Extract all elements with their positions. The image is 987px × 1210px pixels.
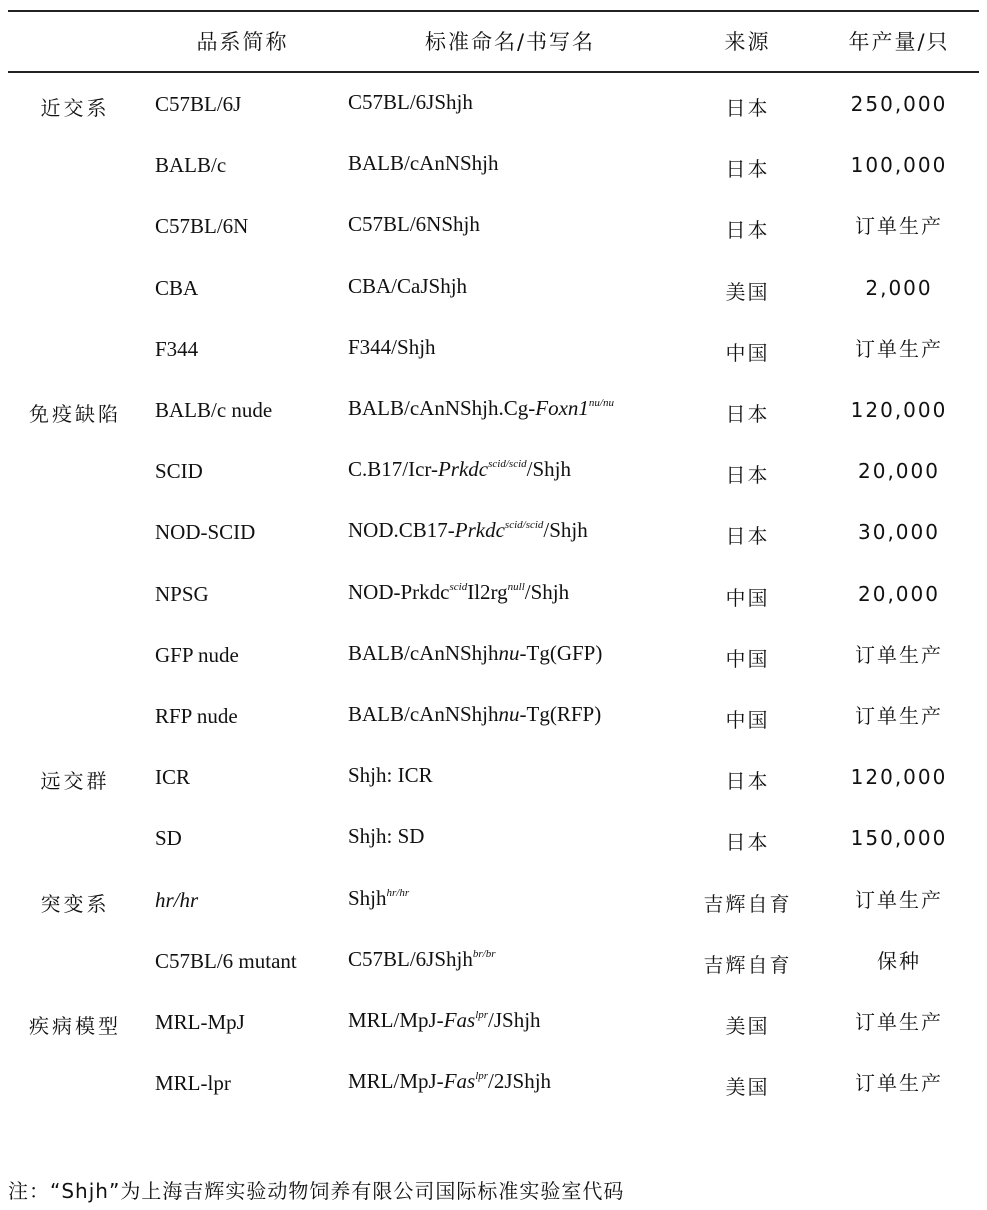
row-category bbox=[10, 950, 140, 980]
std-allele-sup: hr/hr bbox=[386, 886, 410, 899]
std-suffix: /Shjh bbox=[524, 579, 570, 604]
header-annual-output: 年产量/只 bbox=[848, 30, 950, 54]
row-standard-name bbox=[348, 760, 433, 790]
row-standard-name bbox=[348, 944, 496, 974]
row-standard-name bbox=[348, 821, 424, 851]
std-gene-italic: Fas bbox=[443, 1008, 476, 1032]
table-row bbox=[0, 946, 987, 1007]
row-source: 日本 bbox=[725, 524, 770, 549]
std-prefix: C57BL/6JShjh bbox=[348, 946, 473, 971]
row-abbreviation: hr/hr bbox=[155, 887, 199, 912]
row-standard-name bbox=[348, 209, 480, 239]
row-annual-output: 150,000 bbox=[850, 826, 948, 851]
row-standard-name bbox=[348, 332, 436, 362]
std-suffix: /Shjh bbox=[526, 457, 571, 482]
std-gene-italic: Prkdc bbox=[454, 518, 505, 543]
std-prefix: C.B17/Icr- bbox=[348, 457, 438, 482]
std-suffix: -Tg(GFP) bbox=[519, 640, 603, 665]
std-prefix: C57BL/6NShjh bbox=[348, 212, 480, 237]
row-source: 中国 bbox=[725, 708, 770, 732]
row-abbreviation: NPSG bbox=[155, 581, 209, 606]
row-standard-name bbox=[348, 577, 569, 607]
row-category bbox=[10, 705, 140, 735]
row-category: 突变系 bbox=[40, 891, 110, 916]
row-standard-name bbox=[348, 393, 614, 423]
row-source: 日本 bbox=[725, 830, 770, 855]
row-abbreviation: SD bbox=[155, 826, 182, 851]
std-prefix: BALB/cAnNShjh bbox=[348, 702, 499, 726]
std-allele-sup: scid/scid bbox=[488, 458, 527, 471]
row-abbreviation: BALB/c bbox=[155, 153, 227, 178]
header-bottom-rule bbox=[8, 71, 979, 73]
table-row bbox=[0, 762, 987, 823]
row-abbreviation: BALB/c nude bbox=[155, 398, 273, 422]
row-source: 中国 bbox=[725, 646, 770, 671]
row-abbreviation: RFP nude bbox=[155, 704, 238, 728]
row-category bbox=[10, 215, 140, 245]
std-prefix: MRL/MpJ- bbox=[348, 1069, 444, 1094]
row-category bbox=[10, 521, 140, 551]
table-top-rule bbox=[8, 10, 979, 12]
std-prefix: Shjh: SD bbox=[348, 824, 425, 849]
row-abbreviation: SCID bbox=[155, 459, 203, 484]
row-category bbox=[10, 644, 140, 674]
std-prefix: MRL/MpJ- bbox=[348, 1008, 444, 1032]
std-allele-sup: nu/nu bbox=[588, 397, 614, 409]
row-category: 远交群 bbox=[40, 769, 110, 794]
row-annual-output: 30,000 bbox=[858, 520, 940, 545]
table-row bbox=[0, 640, 987, 701]
row-category bbox=[10, 277, 140, 307]
row-source: 吉辉自育 bbox=[703, 891, 792, 916]
row-category: 免疫缺陷 bbox=[29, 402, 121, 426]
row-source: 日本 bbox=[725, 96, 770, 120]
row-abbreviation: ICR bbox=[155, 765, 191, 790]
row-standard-name bbox=[348, 87, 473, 117]
row-abbreviation: C57BL/6 mutant bbox=[155, 948, 297, 973]
row-annual-output: 120,000 bbox=[850, 398, 948, 422]
std-prefix: NOD-Prkdc bbox=[348, 579, 450, 604]
table-row bbox=[0, 823, 987, 884]
row-category bbox=[10, 583, 140, 613]
std-prefix: BALB/cAnNShjh bbox=[348, 640, 499, 665]
row-abbreviation: GFP nude bbox=[155, 642, 239, 667]
row-standard-name bbox=[348, 454, 571, 484]
row-annual-output: 2,000 bbox=[865, 275, 933, 300]
std-prefix: CBA/CaJShjh bbox=[348, 273, 468, 298]
std-allele-sup-2: null bbox=[507, 580, 525, 593]
row-abbreviation: F344 bbox=[155, 336, 199, 361]
row-category bbox=[10, 338, 140, 368]
table-row bbox=[0, 1007, 987, 1068]
row-source: 日本 bbox=[725, 157, 770, 182]
row-standard-name bbox=[348, 515, 588, 545]
std-gene-italic: Fas bbox=[443, 1069, 476, 1094]
std-prefix: Shjh bbox=[348, 885, 387, 910]
std-middle: Il2rg bbox=[467, 579, 508, 604]
footnote: 注：“Shjh”为上海吉辉实验动物饲养有限公司国际标准实验室代码 bbox=[8, 1179, 625, 1203]
std-suffix: /JShjh bbox=[488, 1008, 541, 1032]
row-annual-output: 100,000 bbox=[850, 153, 948, 178]
std-allele-sup: scid/scid bbox=[504, 519, 544, 532]
table-row bbox=[0, 517, 987, 578]
row-category bbox=[10, 1072, 140, 1102]
table-row bbox=[0, 701, 987, 762]
row-annual-output: 20,000 bbox=[858, 581, 940, 606]
row-category: 近交系 bbox=[40, 96, 110, 120]
std-gene-italic: Prkdc bbox=[437, 457, 489, 482]
std-allele-sup: scid bbox=[449, 580, 468, 593]
std-suffix: /2JShjh bbox=[488, 1069, 552, 1094]
std-allele-sup: lpr bbox=[475, 1070, 489, 1083]
header-abbreviation: 品系简称 bbox=[196, 30, 289, 54]
std-prefix: BALB/cAnNShjh.Cg- bbox=[348, 396, 536, 420]
row-standard-name bbox=[348, 148, 499, 178]
row-annual-output: 保种 bbox=[877, 948, 921, 973]
table-row bbox=[0, 273, 987, 334]
row-abbreviation: NOD-SCID bbox=[155, 520, 256, 545]
row-source: 美国 bbox=[725, 279, 770, 304]
std-allele-sup: lpr bbox=[475, 1009, 489, 1021]
row-annual-output: 250,000 bbox=[850, 92, 948, 116]
row-abbreviation: C57BL/6J bbox=[155, 92, 242, 116]
row-annual-output: 订单生产 bbox=[855, 704, 943, 728]
row-abbreviation: MRL-MpJ bbox=[155, 1010, 245, 1034]
row-standard-name bbox=[348, 1005, 541, 1035]
table-row bbox=[0, 456, 987, 517]
std-prefix: BALB/cAnNShjh bbox=[348, 151, 499, 176]
std-suffix: /Shjh bbox=[543, 518, 588, 543]
std-suffix: -Tg(RFP) bbox=[519, 702, 602, 726]
row-abbreviation: MRL-lpr bbox=[155, 1071, 231, 1096]
row-annual-output: 订单生产 bbox=[855, 214, 943, 239]
std-gene-italic: nu bbox=[498, 702, 520, 726]
row-source: 日本 bbox=[725, 769, 770, 794]
std-prefix: Shjh: ICR bbox=[348, 763, 433, 788]
std-prefix: NOD.CB17- bbox=[348, 518, 455, 543]
std-allele-sup: br/br bbox=[472, 947, 496, 960]
row-standard-name bbox=[348, 699, 601, 729]
row-standard-name bbox=[348, 638, 602, 668]
table-row bbox=[0, 150, 987, 211]
row-annual-output: 20,000 bbox=[858, 459, 940, 484]
row-annual-output: 订单生产 bbox=[855, 642, 943, 667]
row-annual-output: 120,000 bbox=[850, 765, 948, 790]
row-abbreviation: C57BL/6N bbox=[155, 214, 249, 239]
table-row bbox=[0, 395, 987, 456]
row-category bbox=[10, 827, 140, 857]
row-source: 中国 bbox=[725, 340, 770, 365]
table-row bbox=[0, 89, 987, 150]
row-abbreviation: CBA bbox=[155, 275, 199, 300]
table-row bbox=[0, 885, 987, 946]
row-annual-output: 订单生产 bbox=[855, 1010, 943, 1034]
row-source: 吉辉自育 bbox=[703, 952, 792, 977]
std-gene-italic: Foxn1 bbox=[535, 396, 589, 420]
row-standard-name bbox=[348, 271, 467, 301]
std-gene-italic: nu bbox=[498, 640, 520, 665]
row-annual-output: 订单生产 bbox=[855, 336, 943, 361]
row-category: 疾病模型 bbox=[29, 1014, 121, 1038]
row-source: 美国 bbox=[725, 1075, 770, 1100]
row-source: 中国 bbox=[725, 585, 770, 610]
row-source: 美国 bbox=[725, 1014, 770, 1038]
row-annual-output: 订单生产 bbox=[855, 1071, 943, 1096]
table-row bbox=[0, 334, 987, 395]
header-source: 来源 bbox=[724, 30, 771, 54]
row-category bbox=[10, 154, 140, 184]
std-prefix: F344/Shjh bbox=[348, 334, 436, 359]
row-source: 日本 bbox=[725, 463, 770, 488]
row-source: 日本 bbox=[725, 402, 770, 426]
table-row bbox=[0, 579, 987, 640]
std-prefix: C57BL/6JShjh bbox=[348, 90, 473, 114]
row-standard-name bbox=[348, 1066, 551, 1096]
table-row bbox=[0, 211, 987, 272]
row-category bbox=[10, 460, 140, 490]
row-standard-name bbox=[348, 883, 409, 913]
header-standard-name: 标准命名/书写名 bbox=[424, 30, 596, 54]
table-row bbox=[0, 1068, 987, 1129]
row-annual-output: 订单生产 bbox=[855, 887, 943, 912]
row-source: 日本 bbox=[725, 218, 770, 243]
